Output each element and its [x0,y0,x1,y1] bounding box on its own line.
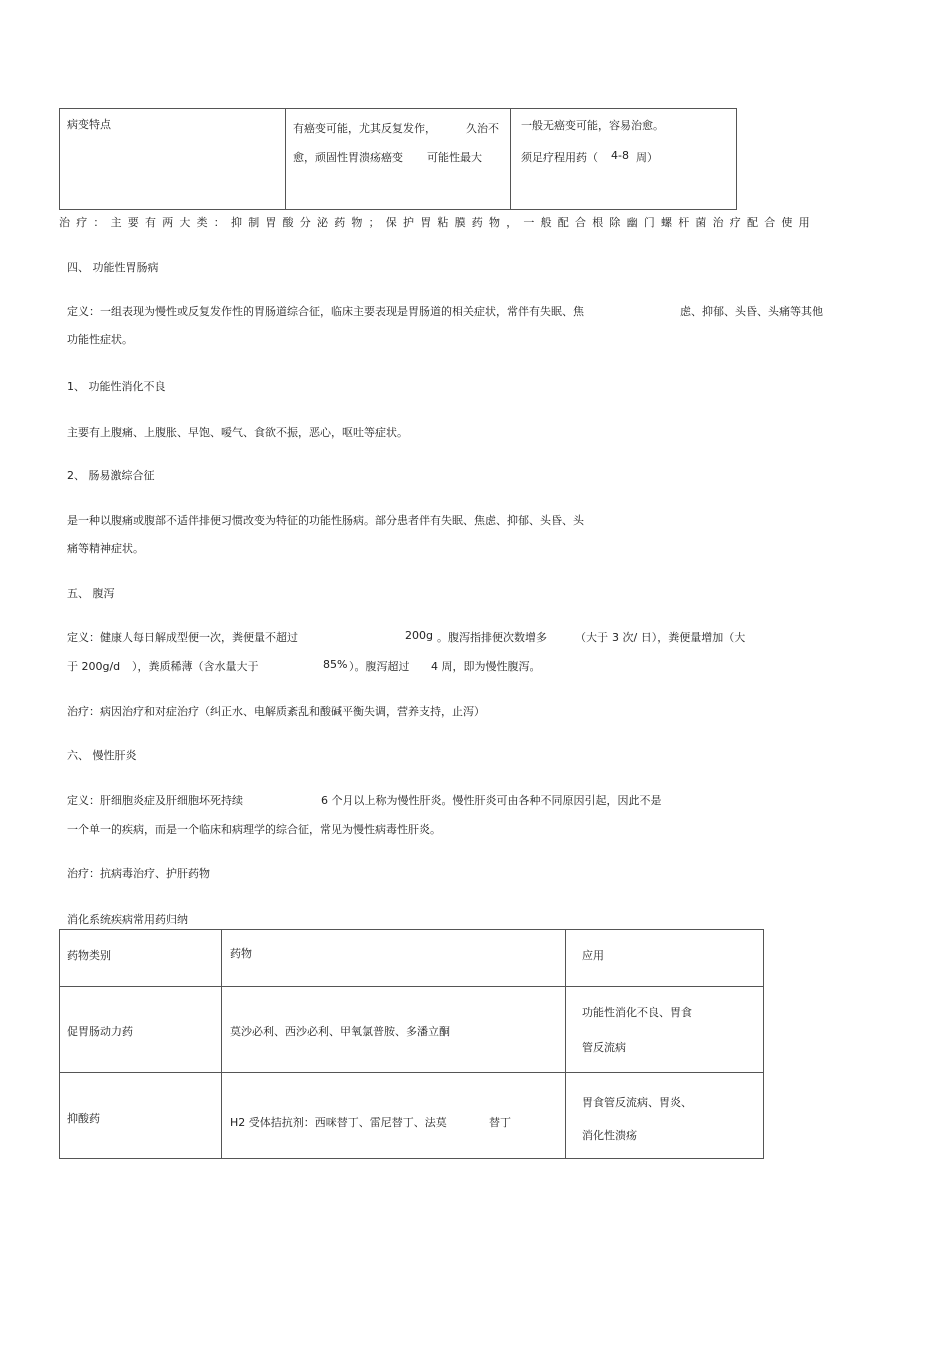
table-header: 药物类别 [67,949,111,962]
paragraph-line: 虑、抑郁、头昏、头痛等其他 [680,305,823,318]
cell-text: 须足疗程用药（ [521,151,598,164]
table-divider [59,1072,764,1073]
table-header: 药物 [230,947,252,960]
paragraph-line: 定义：肝细胞炎症及肝细胞坏死持续 [67,794,243,807]
table-divider [565,929,566,1159]
paragraph-line: 3 次/ 日），粪便量增加（大 [612,631,746,644]
paragraph-line: 痛等精神症状。 [67,542,144,555]
paragraph-line: 定义：一组表现为慢性或反复发作性的胃肠道综合征，临床主要表现是胃肠道的相关症状，常伴有失眠、焦 [67,305,584,318]
subsection-heading: 2、 肠易激综合征 [67,469,155,482]
section-heading: 五、 腹泻 [67,587,115,600]
cell-text: 久治不 [466,122,499,135]
treatment-line: 治疗：主要有两大类：抑制胃酸分泌药物；保护胃粘膜药物，一般配合根除幽门螺杆菌治疗配合使用 [59,216,816,229]
paragraph-line: 治疗：抗病毒治疗、护肝药物 [67,867,210,880]
table-cell: 莫沙必利、西沙必利、甲氧氯普胺、多潘立酮 [230,1025,450,1038]
table-cell: 消化性溃疡 [582,1129,637,1142]
cell-text: 4-8 [611,149,629,162]
paragraph-line: 一个单一的疾病，而是一个临床和病理学的综合征，常见为慢性病毒性肝炎。 [67,823,441,836]
table-cell: 促胃肠动力药 [67,1025,133,1038]
paragraph-line: 主要有上腹痛、上腹胀、早饱、嗳气、食欲不振，恶心，呕吐等症状。 [67,426,408,439]
paragraph-line: 6 个月以上称为慢性肝炎。慢性肝炎可由各种不同原因引起，因此不是 [321,794,662,807]
table-divider [221,929,222,1159]
cell-text: 愈，顽固性胃溃疡癌变 [293,151,403,164]
table-caption: 消化系统疾病常用药归纳 [67,913,188,926]
paragraph-line: 。腹泻指排便次数增多 [437,631,547,644]
subsection-heading: 1、 功能性消化不良 [67,380,166,393]
paragraph-line: （大于 [575,631,608,644]
paragraph-line: 于 200g/d [67,660,121,673]
table-cell: 管反流病 [582,1041,626,1054]
table-cell: 抑酸药 [67,1112,100,1125]
table-cell: 替丁 [489,1116,511,1129]
cell-text: 一般无癌变可能，容易治愈。 [521,119,664,132]
section-heading: 四、 功能性胃肠病 [67,261,159,274]
table-divider [510,108,511,210]
paragraph-line: 定义：健康人每日解成型便一次，粪便量不超过 [67,631,298,644]
paragraph-line: ）。腹泻超过 [349,660,410,673]
section-heading: 六、 慢性肝炎 [67,749,137,762]
paragraph-line: 是一种以腹痛或腹部不适伴排便习惯改变为特征的功能性肠病。部分患者伴有失眠、焦虑、抑郁、头昏、头 [67,514,584,527]
paragraph-line: 200g [405,629,433,642]
table-cell: 功能性消化不良、胃食 [582,1006,692,1019]
paragraph-line: ），粪质稀薄（含水量大于 [132,660,259,673]
table-divider [59,986,764,987]
table-cell: 胃食管反流病、胃炎、 [582,1096,692,1109]
cell-text: 周） [636,151,658,164]
table-cell: H2 受体拮抗剂：西咪替丁、雷尼替丁、法莫 [230,1116,447,1129]
cell-text: 可能性最大 [427,151,482,164]
paragraph-line: 85% [323,658,348,671]
paragraph-line: 治疗：病因治疗和对症治疗（纠正水、电解质紊乱和酸碱平衡失调，营养支持，止泻） [67,705,485,718]
table-header: 应用 [582,949,604,962]
table-divider [285,108,286,210]
cell-text: 有癌变可能，尤其反复发作， [293,122,436,135]
row-label: 病变特点 [67,118,111,131]
paragraph-line: 功能性症状。 [67,333,133,346]
paragraph-line: 4 周，即为慢性腹泻。 [431,660,541,673]
